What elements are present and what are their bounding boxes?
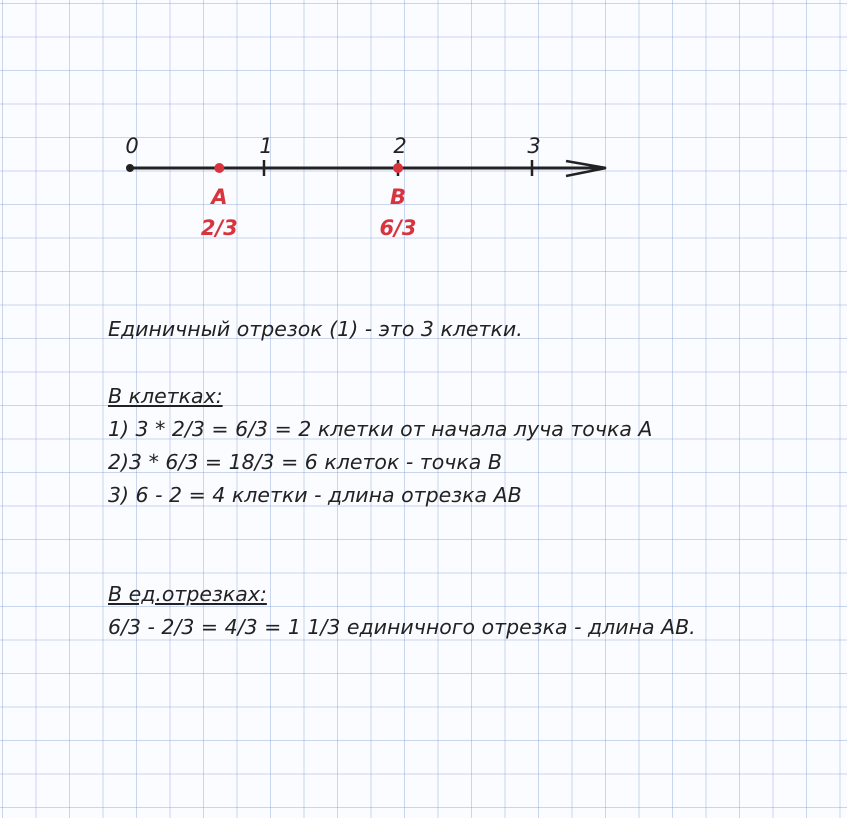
ray-points [201,163,417,240]
point-a-value: 2/3 [200,216,238,240]
point-a-name: A [211,185,228,209]
tick-label-1: 1 [259,134,273,158]
cells-line-1: 1) 3 * 2/3 = 6/3 = 2 клетки от начала луча точка А [108,417,653,441]
units-line: 6/3 - 2/3 = 4/3 = 1 1/3 единичного отрезка - длина АВ. [108,615,696,639]
units-heading: В ед.отрезках: [108,582,267,606]
point-b-dot [393,163,403,173]
tick-label-3: 3 [527,134,541,158]
tick-label-0: 0 [125,134,139,158]
origin-dot [126,164,134,172]
unit-note: Единичный отрезок (1) - это 3 клетки. [108,317,523,341]
point-a-dot [214,163,224,173]
point-b-name: B [389,185,407,209]
cells-heading: В клетках: [108,384,223,408]
number-ray [0,0,847,300]
ray-ticks [125,134,540,176]
point-b-value: 6/3 [379,216,417,240]
cells-line-2: 2)3 * 6/3 = 18/3 = 6 клеток - точка В [108,450,502,474]
cells-line-3: 3) 6 - 2 = 4 клетки - длина отрезка АВ [108,483,522,507]
tick-label-2: 2 [393,134,407,158]
